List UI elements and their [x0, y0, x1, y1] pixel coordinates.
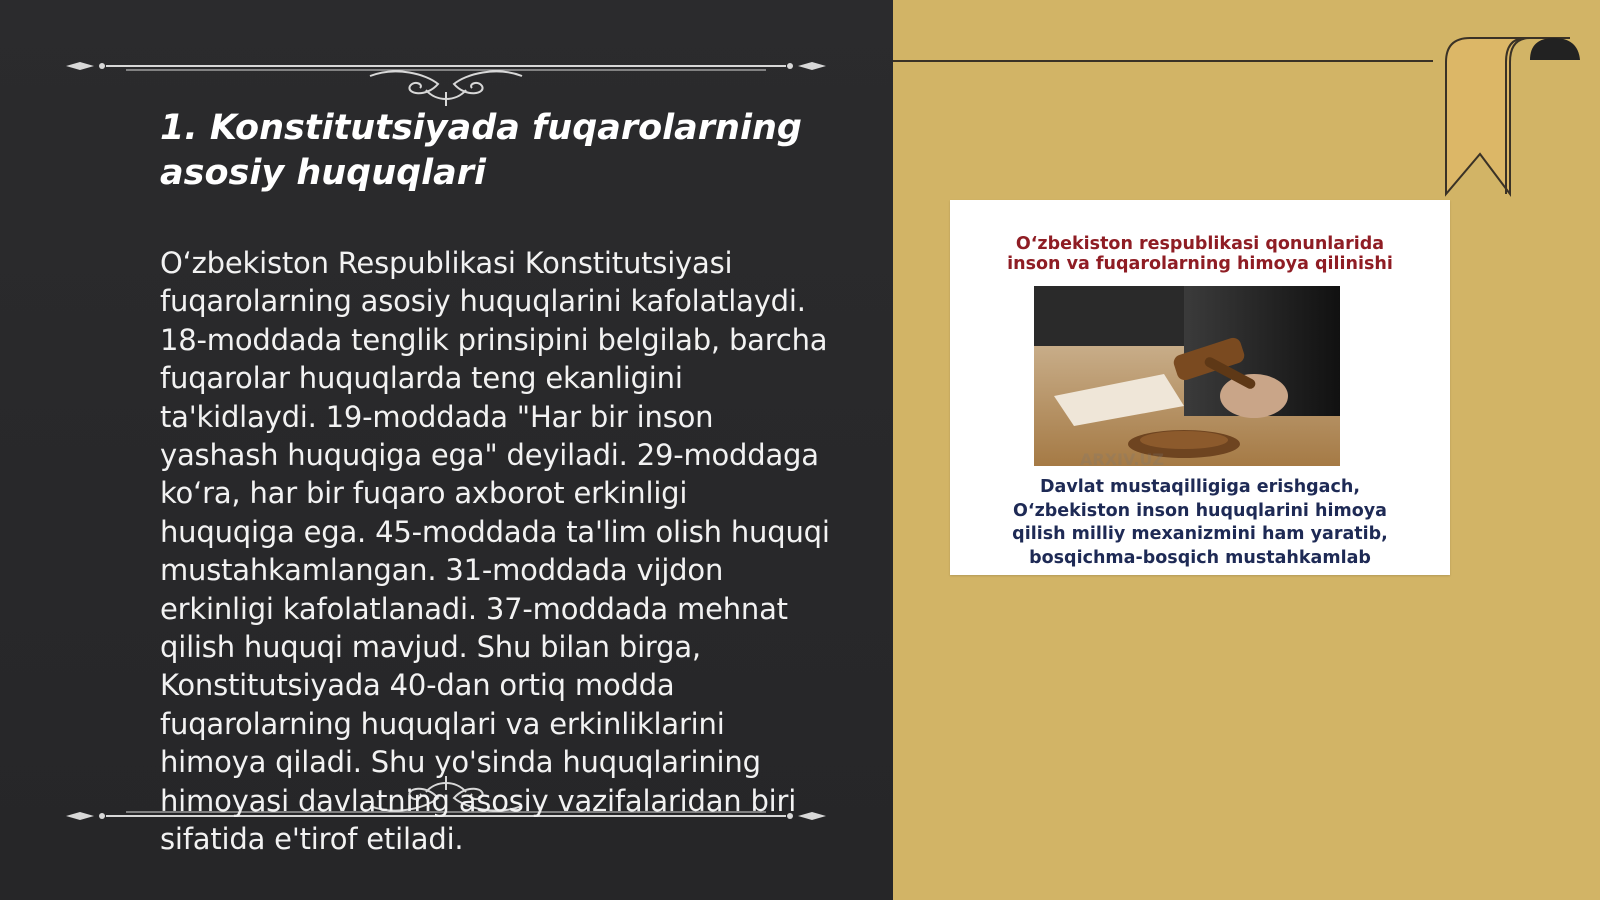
courtroom-photo [1034, 286, 1340, 466]
slide-body-text: O‘zbekiston Respublikasi Konstitutsiyasi fuqarolarning asosiy huquqlarini kafolatlaydi. 18-moddada tenglik prinsipini belgilab, barcha fuqarolar huquqlarda teng ekanligini ta'kidlaydi. 19-moddada "Har bir inson yashash huquqiga ega" deyiladi. 29-moddaga ko‘ra, har bir fuqaro axborot erkinligi huquqiga ega. 45-moddada ta'lim olish huquqi mustahkamlangan. 31-moddada vijdon erkinligi kafolatlanadi. 37-moddada mehnat qilish huquqi mavjud. Shu bilan birga, Konstitutsiyada 40-dan ortiq modda fuqarolarning huquqlari va erkinliklarini himoya qiladi. Shu yo'sinda huquqlarining himoyasi davlatning asosiy vazifalaridan biri sifatida e'tirof etiladi. [160, 246, 830, 857]
figure-caption-line: bosqichma-bosqich mustahkamlab [1029, 547, 1371, 568]
figure-card [950, 200, 1450, 575]
figure-heading [950, 234, 1450, 274]
figure-caption-line: Davlat mustaqilligiga erishgach, [1040, 477, 1360, 497]
figure-caption-line: qilish milliy mexanizmini ham yaratib, [1012, 524, 1388, 544]
figure-heading-line: inson va fuqarolarning himoya qilinishi [1007, 254, 1393, 274]
figure-caption-line: O‘zbekiston inson huquqlarini himoya [1013, 500, 1387, 521]
bookmark-ribbon-icon [1430, 34, 1600, 204]
watermark-text: ARXIV.UZ [1080, 450, 1164, 469]
gavel-icon [1034, 286, 1340, 466]
top-divider-line [893, 60, 1433, 62]
figure-heading-line: O‘zbekiston respublikasi qonunlarida [1015, 234, 1385, 254]
ornament-top-icon [66, 46, 826, 106]
figure-caption [950, 476, 1450, 570]
slide-title: 1. Konstitutsiyada fuqarolarning asosiy huquqlari [160, 108, 802, 193]
